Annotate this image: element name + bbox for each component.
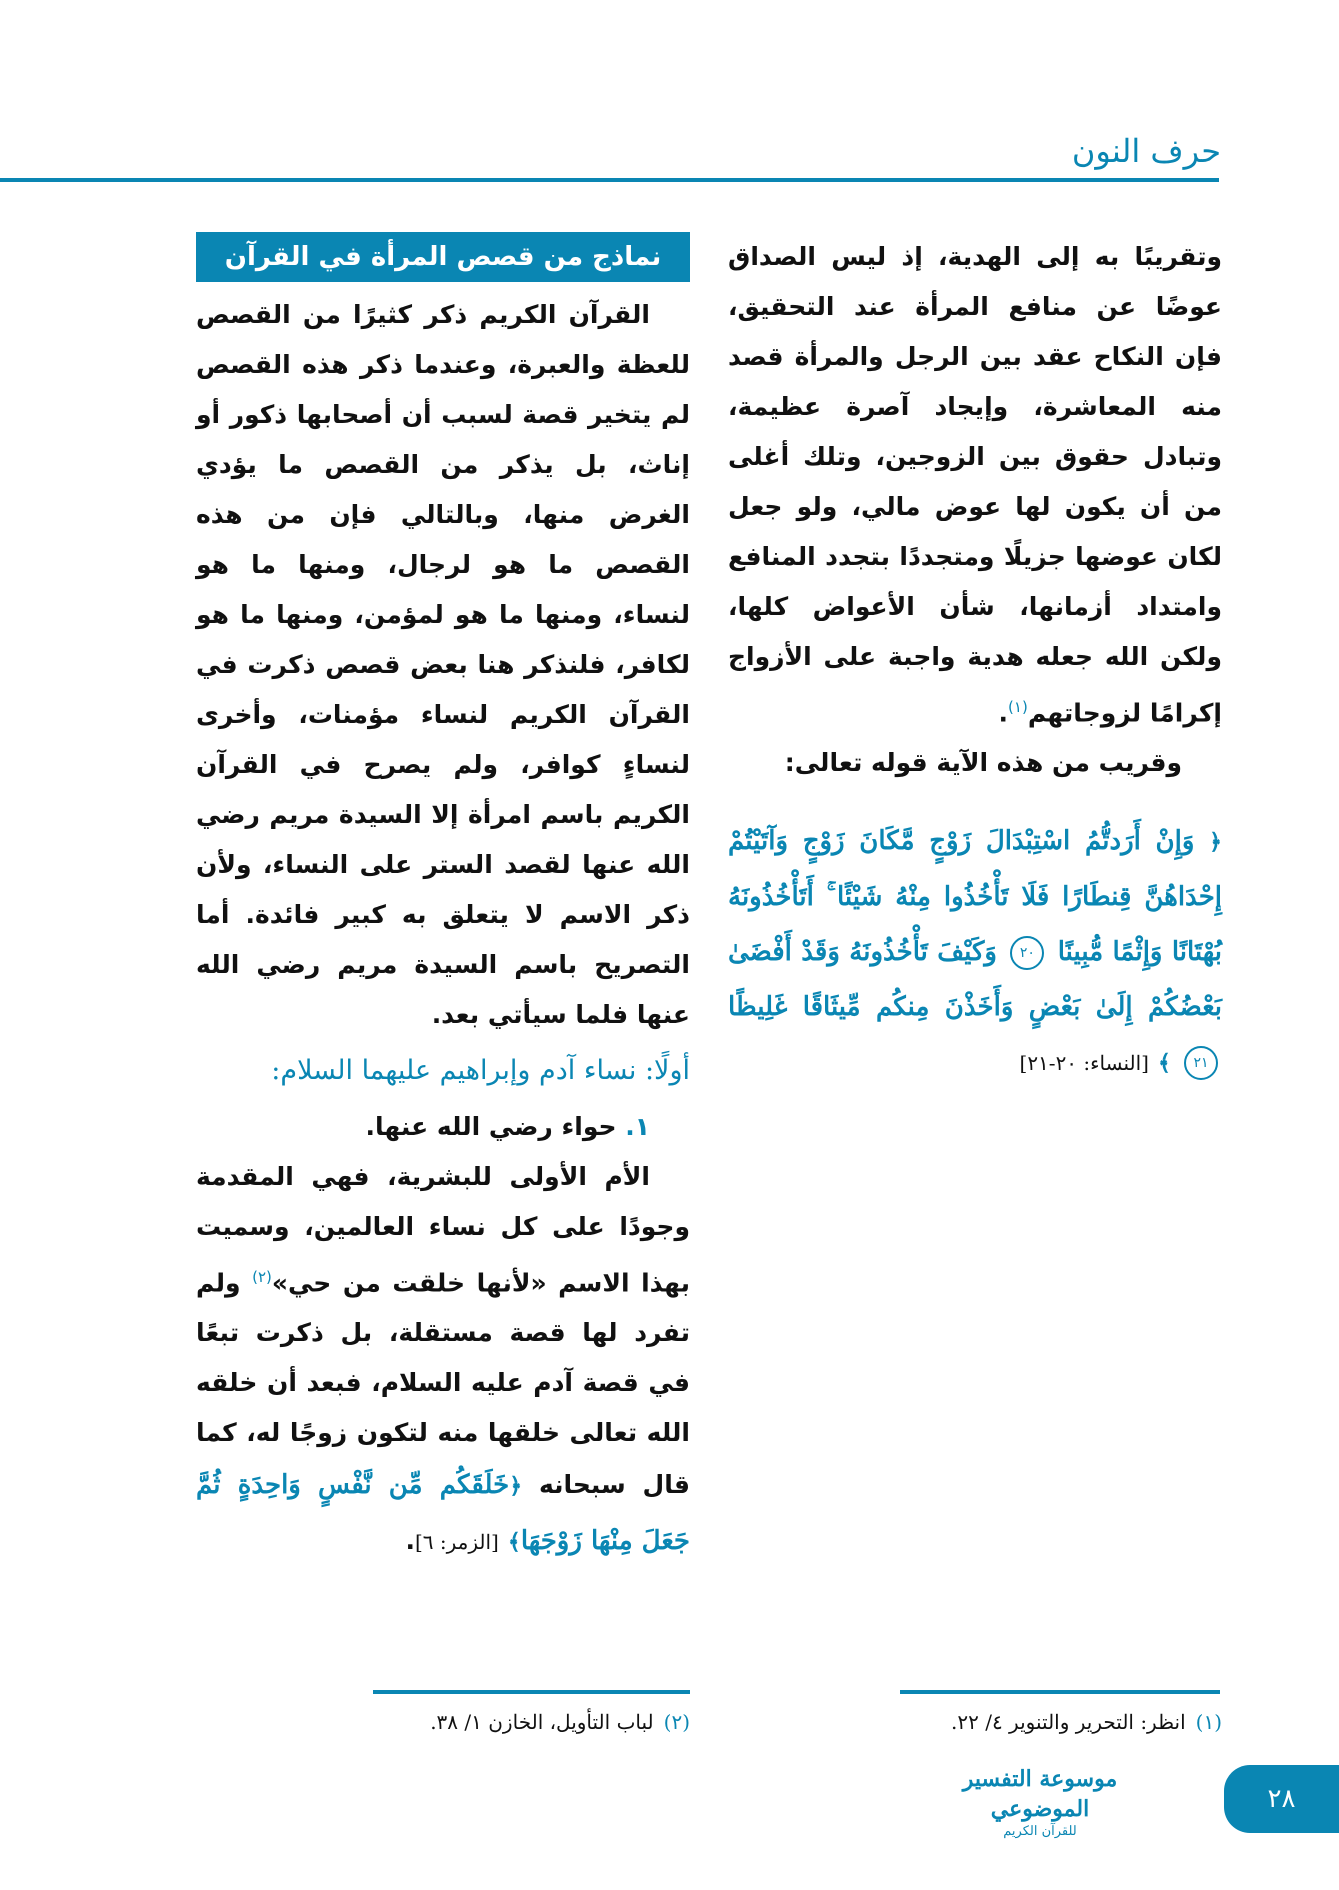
item-number: ١. — [625, 1112, 650, 1141]
footnote-text: لباب التأويل، الخازن ١/ ٣٨. — [430, 1710, 654, 1734]
right-column — [728, 232, 1222, 1117]
encyclopedia-logo — [940, 1764, 1140, 1840]
paragraph-end: . — [405, 1526, 415, 1556]
left-paragraph-1: القرآن الكريم ذكر كثيرًا من القصص للعظة والعبرة، وعندما ذكر هذه القصص لم يتخير قصة لسبب أن أصحابها ذكور أو إناث، بل يذكر من القصص ما يؤدي الغرض منها، وبالتالي فإن من هذه القصص ما هو لرجال، ومنها ما هو لنساء، ومنها ما هو لمؤمن، ومنها ما هو لكافر، فلنذكر هنا بعض قصص ذكرت في القرآن الكريم لنساء مؤمنات، وأخرى لنساءٍ كوافر، ولم يصرح في القرآن الكريم باسم امرأة إلا السيدة مريم رضي الله عنها لقصد الستر على النساء، ولأن ذكر الاسم لا يتعلق به كبير فائدة. أما التصريح باسم السيدة مريم رضي الله عنها فلما سيأتي بعد. — [196, 300, 690, 1029]
ornate-bracket-open-icon: ﴿ — [509, 1473, 523, 1500]
right-paragraph-1 — [728, 232, 1222, 738]
verse-text-20: وَإِنْ أَرَدتُّمُ اسْتِبْدَالَ زَوْجٍ مَّكَانَ زَوْجٍ وَآتَيْتُمْ إِحْدَاهُنَّ قِنطَارًا فَلَا تَأْخُذُوا مِنْهُ شَيْئًا ۚ أَتَأْخُذُونَهُ بُهْتَانًا وَإِثْمًا مُّبِينًا — [728, 826, 1222, 968]
list-item — [196, 1102, 690, 1152]
footnote-divider-left — [373, 1690, 690, 1694]
left-column — [196, 232, 690, 1570]
subheading: أولًا: نساء آدم وإبراهيم عليهما السلام: — [271, 1055, 690, 1086]
verse-citation: [الزمر: ٦] — [414, 1530, 499, 1555]
header-divider — [0, 178, 1219, 182]
ayah-number-21: ٢١ — [1184, 1046, 1218, 1080]
ornate-bracket-close-icon: ﴾ — [1158, 1050, 1171, 1077]
quran-verse-block — [728, 814, 1222, 1091]
paragraph-end: . — [998, 698, 1009, 728]
section-title: نماذج من قصص المرأة في القرآن — [224, 242, 662, 272]
item-title: حواء رضي الله عنها. — [365, 1112, 617, 1141]
page-number-badge — [1224, 1765, 1339, 1833]
footnote-ref-2[interactable]: (٢) — [252, 1268, 272, 1286]
footnote-divider-right — [900, 1690, 1220, 1694]
footnote-text: انظر: التحرير والتنوير ٤/ ٢٢. — [951, 1710, 1186, 1734]
footnote-number: (١) — [1195, 1710, 1222, 1734]
right-paragraph-2: وقريب من هذه الآية قوله تعالى: — [784, 748, 1182, 778]
chapter-title: حرف النون — [1071, 132, 1221, 170]
footnote-1 — [951, 1710, 1222, 1734]
footnote-ref-1[interactable]: (١) — [1008, 698, 1028, 716]
ayah-number-20: ٢٠ — [1010, 936, 1044, 970]
logo-sub-text: للقرآن الكريم — [1003, 1824, 1077, 1839]
verse-text: خَلَقَكُم مِّن نَّفْسٍ وَاحِدَةٍ ثُمَّ جَعَلَ مِنْهَا زَوْجَهَا — [196, 1470, 690, 1557]
section-title-box — [196, 232, 690, 282]
ornate-bracket-close-icon: ﴾ — [507, 1529, 521, 1556]
verse-text-21: وَكَيْفَ تَأْخُذُونَهُ وَقَدْ أَفْضَىٰ بَعْضُكُمْ إِلَىٰ بَعْضٍ وَأَخَذْنَ مِنكُم مِّيثَاقًا غَلِيظًا — [728, 937, 1222, 1023]
page-number: ٢٨ — [1267, 1784, 1296, 1814]
paragraph-text-b: ولم تفرد لها قصة مستقلة، بل ذكرت تبعًا في قصة آدم عليه السلام، فبعد أن خلقه الله تعالى خلقها منه لتكون زوجًا له، كما قال سبحانه — [196, 1268, 690, 1500]
ornate-bracket-open-icon: ﴿ — [1209, 829, 1222, 856]
footnote-2 — [430, 1710, 690, 1734]
footnote-number: (٢) — [663, 1710, 690, 1734]
verse-citation: [النساء: ٢٠-٢١] — [1019, 1051, 1149, 1076]
paragraph-text-a: الأم الأولى للبشرية، فهي المقدمة وجودًا على كل نساء العالمين، وسميت بهذا الاسم «لأنها خلقت من حي» — [196, 1162, 690, 1298]
logo-main-text: موسوعة التفسير الموضوعي — [962, 1766, 1118, 1822]
paragraph-text: وتقريبًا به إلى الهدية، إذ ليس الصداق عوضًا عن منافع المرأة عند التحقيق، فإن النكاح عقد بين الرجل والمرأة قصد منه المعاشرة، وإيجاد آصرة عظيمة، وتبادل حقوق بين الزوجين، وتلك أغلى من أن يكون لها عوض مالي، ولو جعل لكان عوضها جزيلًا ومتجددًا بتجدد المنافع وامتداد أزمانها، شأن الأعواض كلها، ولكن الله جعله هدية واجبة على الأزواج إكرامًا لزوجاتهم — [728, 242, 1222, 728]
left-paragraph-2 — [196, 1152, 690, 1570]
